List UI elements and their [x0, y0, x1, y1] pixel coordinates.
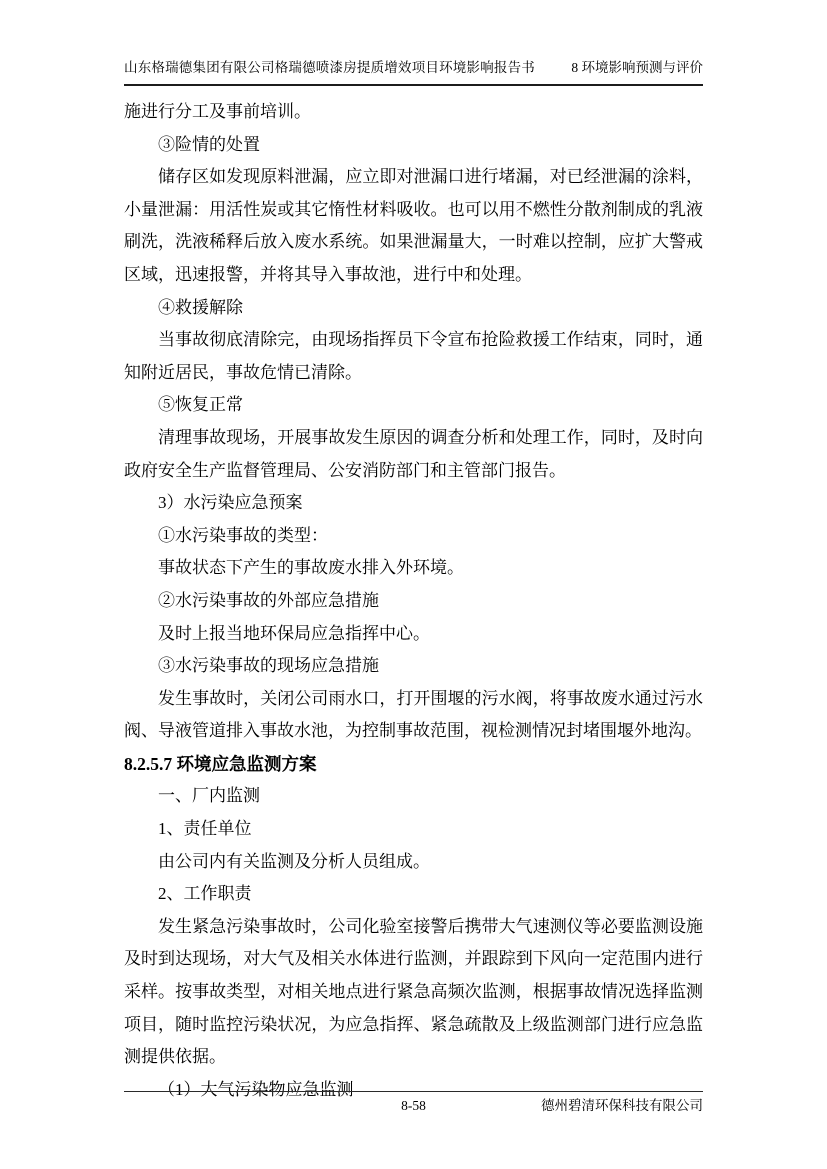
paragraph: 清理事故现场，开展事故发生原因的调查分析和处理工作，同时，及时向政府安全生产监督管理局、公安消防部门和主管部门报告。: [124, 427, 703, 480]
paragraph: 发生紧急污染事故时，公司化验室接警后携带大气速测仪等必要监测设施及时到达现场，对大气及相关水体进行监测，并跟踪到下风向一定范围内进行采样。按事故类型，对相关地点进行紧急高频次监测，根据事故情况选择监测项目，随时监控污染状况，为应急指挥、紧急疏散及上级监测部门进行应急监测提供依据。: [124, 916, 703, 1067]
header-chapter-title: 8 环境影响预测与评价: [571, 60, 703, 75]
section-heading: 8.2.5.7 环境应急监测方案: [124, 753, 317, 774]
paragraph: 1、责任单位: [158, 819, 252, 839]
paragraph: ③水污染事故的现场应急措施: [158, 656, 379, 676]
page-number: 8-58: [401, 1098, 426, 1113]
paragraph: 由公司内有关监测及分析人员组成。: [158, 851, 430, 871]
paragraph: ②水污染事故的外部应急措施: [158, 590, 379, 610]
paragraph: 2、工作职责: [158, 884, 252, 904]
paragraph: ④救援解除: [158, 297, 243, 317]
paragraph: 施进行分工及事前培训。: [124, 102, 311, 121]
paragraph: 3）水污染应急预案: [158, 493, 303, 513]
paragraph: 发生事故时，关闭公司雨水口，打开围堰的污水阀，将事故废水通过污水阀、导液管道排入事故水池，为控制事故范围，视检测情况封堵围堰外地沟。: [124, 688, 703, 741]
footer-company-name: 德州碧清环保科技有限公司: [541, 1098, 703, 1113]
page-footer: [124, 1091, 703, 1114]
paragraph: （1）大气污染物应急监测: [158, 1079, 354, 1099]
paragraph: 事故状态下产生的事故废水排入外环境。: [158, 558, 464, 578]
paragraph: 储存区如发现原料泄漏，应立即对泄漏口进行堵漏，对已经泄漏的涂料，小量泄漏：用活性炭或其它惰性材料吸收。也可以用不燃性分散剂制成的乳液刷洗，洗液稀释后放入废水系统。如果泄漏量大，一时难以控制，应扩大警戒区域，迅速报警，并将其导入事故池，进行中和处理。: [124, 167, 703, 284]
paragraph: 及时上报当地环保局应急指挥中心。: [158, 623, 430, 643]
document-body: [124, 96, 703, 1106]
page-header: [124, 58, 703, 86]
paragraph: ①水污染事故的类型：: [158, 525, 328, 545]
paragraph: 当事故彻底清除完，由现场指挥员下令宣布抢险救援工作结束，同时，通知附近居民，事故危情已清除。: [124, 330, 703, 382]
paragraph: 一、厂内监测: [158, 786, 260, 806]
paragraph: ③险情的处置: [158, 134, 260, 154]
header-doc-title: 山东格瑞德集团有限公司格瑞德喷漆房提质增效项目环境影响报告书: [124, 60, 535, 75]
paragraph: ⑤恢复正常: [158, 395, 243, 415]
